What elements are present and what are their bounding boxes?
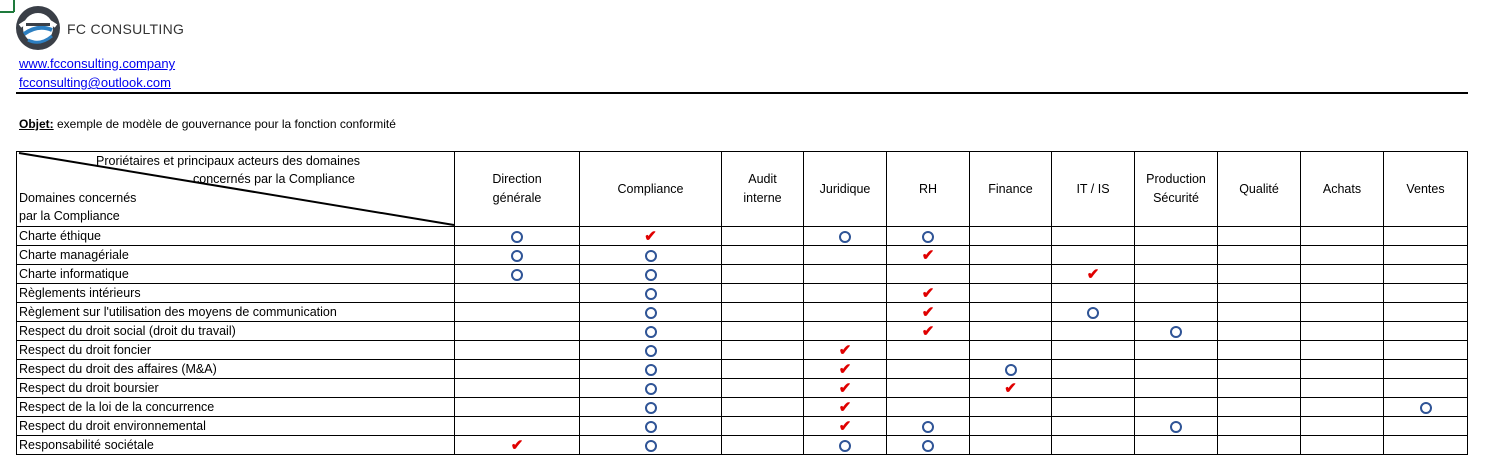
table-row	[17, 360, 1468, 379]
matrix-cell[interactable]	[455, 227, 580, 246]
matrix-cell[interactable]	[970, 246, 1052, 265]
column-header	[580, 152, 722, 227]
matrix-cell[interactable]	[580, 360, 722, 379]
matrix-cell[interactable]	[455, 379, 580, 398]
matrix-cell[interactable]	[1135, 265, 1218, 284]
matrix-cell[interactable]	[1052, 265, 1135, 284]
matrix-cell[interactable]	[580, 417, 722, 436]
column-header-line1: IT / IS	[1076, 181, 1110, 196]
matrix-cell[interactable]	[1384, 379, 1468, 398]
matrix-cell[interactable]	[1301, 246, 1384, 265]
matrix-cell[interactable]	[722, 360, 804, 379]
subject-label: Objet:	[19, 117, 54, 131]
matrix-cell[interactable]	[455, 322, 580, 341]
column-header	[1301, 152, 1384, 227]
matrix-cell[interactable]	[1384, 417, 1468, 436]
matrix-cell[interactable]	[970, 379, 1052, 398]
domain-cell: Charte informatique	[17, 265, 455, 284]
matrix-cell[interactable]	[722, 417, 804, 436]
column-header-line1: Compliance	[617, 181, 684, 196]
check-icon: ✔	[644, 227, 657, 245]
matrix-cell[interactable]	[722, 284, 804, 303]
matrix-cell[interactable]	[455, 265, 580, 284]
matrix-cell[interactable]	[887, 398, 970, 417]
matrix-cell[interactable]	[804, 398, 887, 417]
column-header	[1135, 152, 1218, 227]
matrix-cell[interactable]	[580, 227, 722, 246]
matrix-cell[interactable]	[455, 303, 580, 322]
matrix-cell[interactable]	[1052, 227, 1135, 246]
matrix-cell[interactable]	[1218, 379, 1301, 398]
matrix-cell[interactable]	[1135, 360, 1218, 379]
subject-line	[19, 117, 396, 131]
matrix-cell[interactable]	[722, 436, 804, 455]
circle-icon	[1170, 326, 1182, 338]
matrix-cell[interactable]	[1384, 341, 1468, 360]
matrix-cell[interactable]	[1301, 322, 1384, 341]
column-header-line1: Achats	[1322, 181, 1362, 196]
matrix-cell[interactable]	[804, 246, 887, 265]
matrix-cell[interactable]	[1301, 417, 1384, 436]
matrix-cell[interactable]	[887, 436, 970, 455]
column-header	[455, 152, 580, 227]
matrix-cell[interactable]	[580, 303, 722, 322]
website-link[interactable]: www.fcconsulting.company	[19, 56, 176, 71]
domains-header	[19, 189, 136, 225]
column-header	[722, 152, 804, 227]
table-row	[17, 436, 1468, 455]
matrix-cell[interactable]	[455, 436, 580, 455]
matrix-cell[interactable]	[887, 227, 970, 246]
matrix-cell[interactable]	[1218, 341, 1301, 360]
table-row	[17, 398, 1468, 417]
circle-icon	[511, 250, 523, 262]
column-header	[887, 152, 970, 227]
matrix-cell[interactable]	[887, 379, 970, 398]
column-header-line1: Finance	[988, 181, 1033, 196]
matrix-cell[interactable]	[1384, 246, 1468, 265]
circle-icon	[1087, 307, 1099, 319]
matrix-cell[interactable]	[722, 322, 804, 341]
matrix-cell[interactable]	[887, 265, 970, 284]
circle-icon	[839, 231, 851, 243]
email-link[interactable]: fcconsulting@outlook.com	[19, 75, 171, 90]
matrix-cell[interactable]	[722, 341, 804, 360]
circle-icon	[645, 383, 657, 395]
matrix-cell[interactable]	[1384, 398, 1468, 417]
matrix-cell[interactable]	[722, 398, 804, 417]
matrix-cell[interactable]	[887, 360, 970, 379]
circle-icon	[1420, 402, 1432, 414]
matrix-cell[interactable]	[1218, 322, 1301, 341]
column-header	[804, 152, 887, 227]
matrix-cell[interactable]	[887, 303, 970, 322]
table-row	[17, 322, 1468, 341]
matrix-cell[interactable]	[804, 417, 887, 436]
check-icon: ✔	[921, 303, 935, 321]
circle-icon	[645, 269, 657, 281]
matrix-cell[interactable]	[1218, 265, 1301, 284]
matrix-cell[interactable]	[1301, 341, 1384, 360]
matrix-cell[interactable]	[580, 246, 722, 265]
matrix-body	[17, 227, 1468, 455]
table-row	[17, 246, 1468, 265]
matrix-cell[interactable]	[1384, 265, 1468, 284]
matrix-cell[interactable]	[1052, 246, 1135, 265]
matrix-cell[interactable]	[804, 303, 887, 322]
table-row	[17, 379, 1468, 398]
circle-icon	[1005, 364, 1017, 376]
matrix-cell[interactable]	[1052, 379, 1135, 398]
circle-icon	[645, 345, 657, 357]
matrix-cell[interactable]	[722, 246, 804, 265]
matrix-cell[interactable]	[1052, 436, 1135, 455]
column-header	[1052, 152, 1135, 227]
circle-icon	[645, 250, 657, 262]
circle-icon	[922, 421, 934, 433]
domain-cell: Règlement sur l'utilisation des moyens de communication	[17, 303, 455, 322]
matrix-cell[interactable]	[455, 341, 580, 360]
domain-cell: Respect du droit environnemental	[17, 417, 455, 436]
matrix-cell[interactable]	[1218, 227, 1301, 246]
circle-icon	[922, 231, 934, 243]
circle-icon	[645, 307, 657, 319]
subject-text: exemple de modèle de gouvernance pour la fonction conformité	[53, 117, 396, 131]
matrix-cell[interactable]	[1301, 398, 1384, 417]
matrix-cell[interactable]	[1301, 379, 1384, 398]
check-icon: ✔	[921, 322, 935, 340]
column-header-line1: Qualité	[1239, 181, 1279, 196]
matrix-cell[interactable]	[580, 341, 722, 360]
matrix-cell[interactable]	[1135, 284, 1218, 303]
matrix-cell[interactable]	[804, 227, 887, 246]
matrix-cell[interactable]	[1052, 360, 1135, 379]
column-header-line1: Production	[1146, 172, 1206, 186]
circle-icon	[645, 326, 657, 338]
circle-icon	[645, 288, 657, 300]
matrix-cell[interactable]	[1135, 398, 1218, 417]
matrix-cell[interactable]	[887, 417, 970, 436]
matrix-cell[interactable]	[455, 360, 580, 379]
check-icon: ✔	[921, 284, 935, 302]
check-icon: ✔	[838, 417, 852, 435]
matrix-cell[interactable]	[580, 379, 722, 398]
matrix-cell[interactable]	[804, 341, 887, 360]
matrix-cell[interactable]	[1218, 246, 1301, 265]
check-icon: ✔	[838, 341, 852, 359]
domain-cell: Responsabilité sociétale	[17, 436, 455, 455]
column-header-line2: générale	[492, 191, 542, 205]
matrix-cell[interactable]	[1135, 379, 1218, 398]
matrix-cell[interactable]	[887, 284, 970, 303]
table-row	[17, 265, 1468, 284]
column-header-line1: Audit	[748, 172, 777, 186]
matrix-cell[interactable]	[722, 303, 804, 322]
matrix-cell[interactable]	[1218, 436, 1301, 455]
matrix-cell[interactable]	[970, 322, 1052, 341]
matrix-cell[interactable]	[804, 436, 887, 455]
matrix-cell[interactable]	[1218, 284, 1301, 303]
matrix-cell[interactable]	[887, 322, 970, 341]
matrix-cell[interactable]	[887, 246, 970, 265]
matrix-cell[interactable]	[1052, 398, 1135, 417]
circle-icon	[511, 269, 523, 281]
matrix-cell[interactable]	[1135, 436, 1218, 455]
matrix-cell[interactable]	[1218, 417, 1301, 436]
matrix-cell[interactable]	[1384, 360, 1468, 379]
matrix-cell[interactable]	[1135, 246, 1218, 265]
matrix-cell[interactable]	[804, 322, 887, 341]
matrix-cell[interactable]	[455, 284, 580, 303]
table-row	[17, 303, 1468, 322]
matrix-cell[interactable]	[1384, 284, 1468, 303]
matrix-cell[interactable]	[1052, 341, 1135, 360]
matrix-cell[interactable]	[1135, 341, 1218, 360]
circle-icon	[645, 421, 657, 433]
owners-header-line2: concernés par la Compliance	[193, 172, 355, 186]
column-header-line1: Direction	[492, 172, 542, 186]
domain-cell: Respect du droit social (droit du travail)	[17, 322, 455, 341]
matrix-cell[interactable]	[804, 379, 887, 398]
matrix-cell[interactable]	[970, 360, 1052, 379]
matrix-cell[interactable]	[1218, 360, 1301, 379]
check-icon: ✔	[838, 379, 852, 397]
matrix-cell[interactable]	[580, 398, 722, 417]
table-row	[17, 341, 1468, 360]
matrix-cell[interactable]	[1052, 322, 1135, 341]
circle-icon	[511, 231, 523, 243]
matrix-cell[interactable]	[970, 436, 1052, 455]
column-header	[1384, 152, 1468, 227]
matrix-cell[interactable]	[1384, 227, 1468, 246]
matrix-cell[interactable]	[1052, 303, 1135, 322]
check-icon: ✔	[510, 436, 524, 454]
domain-cell: Charte éthique	[17, 227, 455, 246]
column-header-line1: RH	[918, 181, 938, 196]
matrix-cell[interactable]	[1301, 265, 1384, 284]
domain-cell: Respect du droit foncier	[17, 341, 455, 360]
matrix-cell[interactable]	[970, 303, 1052, 322]
domain-cell: Charte managériale	[17, 246, 455, 265]
domain-cell: Règlements intérieurs	[17, 284, 455, 303]
matrix-cell[interactable]	[1384, 322, 1468, 341]
circle-icon	[645, 402, 657, 414]
check-icon: ✔	[1004, 379, 1017, 397]
domain-cell: Respect du droit des affaires (M&A)	[17, 360, 455, 379]
matrix-cell[interactable]	[970, 265, 1052, 284]
matrix-cell[interactable]	[1301, 360, 1384, 379]
matrix-cell[interactable]	[455, 398, 580, 417]
matrix-cell[interactable]	[1301, 303, 1384, 322]
matrix-cell[interactable]	[580, 436, 722, 455]
matrix-cell[interactable]	[970, 341, 1052, 360]
check-icon: ✔	[1086, 265, 1100, 283]
matrix-cell[interactable]	[1218, 303, 1301, 322]
owners-header-line1: Proriétaires et principaux acteurs des domaines	[96, 154, 361, 168]
matrix-cell[interactable]	[1135, 227, 1218, 246]
table-row	[17, 284, 1468, 303]
matrix-cell[interactable]	[804, 360, 887, 379]
circle-icon	[645, 440, 657, 452]
matrix-cell[interactable]	[580, 322, 722, 341]
circle-icon	[1170, 421, 1182, 433]
column-header-line2: Sécurité	[1153, 191, 1199, 205]
company-name: FC CONSULTING	[67, 21, 185, 37]
matrix-cell[interactable]	[1384, 303, 1468, 322]
table-row	[17, 227, 1468, 246]
domains-header-line2: par la Compliance	[19, 209, 120, 223]
column-header-line1: Juridique	[819, 181, 871, 196]
fc-consulting-logo	[14, 4, 62, 52]
matrix-cell[interactable]	[970, 417, 1052, 436]
domain-cell: Respect du droit boursier	[17, 379, 455, 398]
matrix-cell[interactable]	[1218, 398, 1301, 417]
matrix-cell[interactable]	[804, 265, 887, 284]
column-header-line2: interne	[743, 191, 782, 205]
governance-matrix	[16, 151, 1468, 455]
column-header	[1218, 152, 1301, 227]
matrix-cell[interactable]	[580, 284, 722, 303]
matrix-cell[interactable]	[1384, 436, 1468, 455]
matrix-cell[interactable]	[1301, 436, 1384, 455]
column-header	[970, 152, 1052, 227]
matrix-cell[interactable]	[580, 265, 722, 284]
check-icon: ✔	[838, 360, 852, 378]
check-icon: ✔	[921, 246, 935, 264]
matrix-cell[interactable]	[1135, 303, 1218, 322]
matrix-cell[interactable]	[455, 246, 580, 265]
matrix-cell[interactable]	[970, 284, 1052, 303]
matrix-cell[interactable]	[1301, 227, 1384, 246]
matrix-cell[interactable]	[1135, 322, 1218, 341]
header-divider	[16, 92, 1468, 94]
column-header-line1: Ventes	[1406, 181, 1445, 196]
domains-header-line1: Domaines concernés	[19, 191, 137, 205]
matrix-cell[interactable]	[1135, 417, 1218, 436]
corner-header-cell	[17, 152, 455, 227]
matrix-cell[interactable]	[455, 417, 580, 436]
matrix-cell[interactable]	[1052, 284, 1135, 303]
circle-icon	[645, 364, 657, 376]
matrix-cell[interactable]	[804, 284, 887, 303]
domain-cell: Respect de la loi de la concurrence	[17, 398, 455, 417]
circle-icon	[839, 440, 851, 452]
table-row	[17, 417, 1468, 436]
matrix-cell[interactable]	[722, 265, 804, 284]
matrix-cell[interactable]	[970, 398, 1052, 417]
matrix-cell[interactable]	[722, 379, 804, 398]
matrix-cell[interactable]	[970, 227, 1052, 246]
matrix-cell[interactable]	[722, 227, 804, 246]
matrix-cell[interactable]	[1301, 284, 1384, 303]
matrix-cell[interactable]	[1052, 417, 1135, 436]
header-row	[17, 152, 1468, 227]
check-icon: ✔	[838, 398, 852, 416]
circle-icon	[922, 440, 934, 452]
matrix-cell[interactable]	[887, 341, 970, 360]
